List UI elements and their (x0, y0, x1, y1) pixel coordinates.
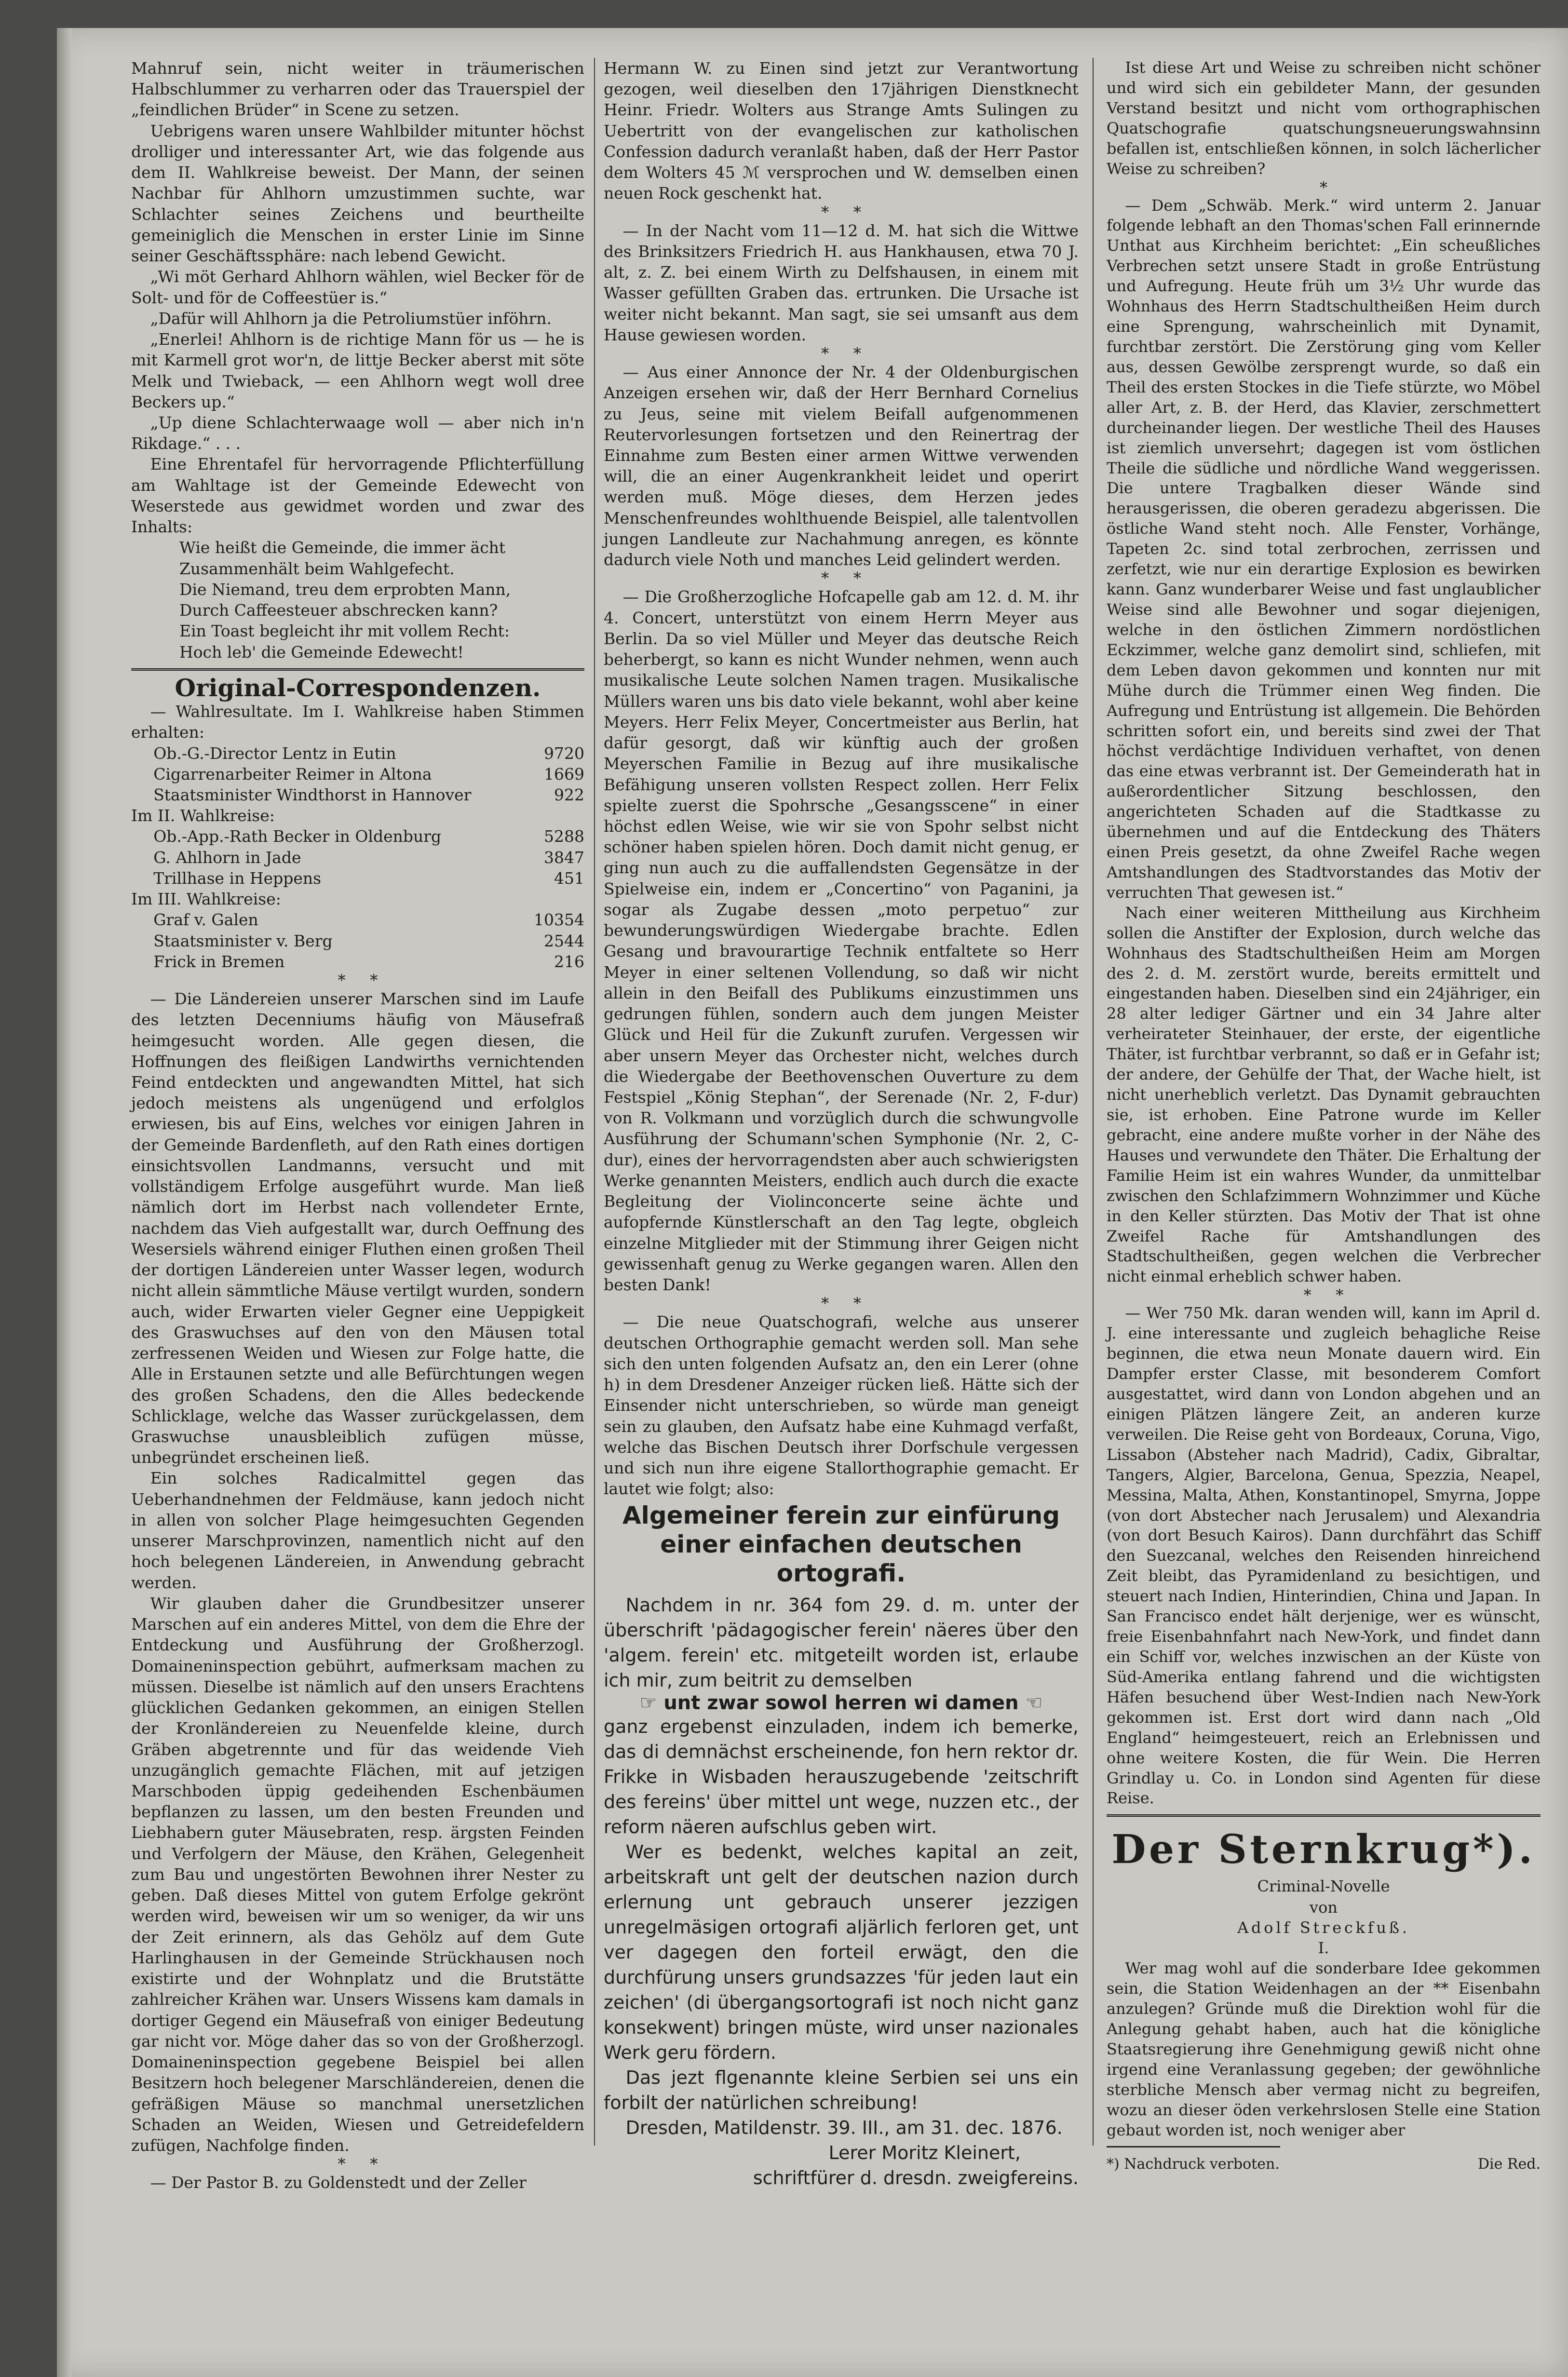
reform-ad-paragraph: Nachdem in nr. 364 fom 29. d. m. unter der überschrift 'pädagogischer ferein' näeres über den 'algem. ferein' etc. mitgeteilt worden ist, erlaube ich mir, zum beitrit zu demselben (604, 1594, 1079, 1691)
result-row: Ob.-G.-Director Lentz in Eutin 9720 (153, 743, 584, 763)
column-right (1107, 58, 1541, 2174)
story-author: Adolf Streckfuß. (1237, 1918, 1410, 1937)
article-maeusefrass: — Die Ländereien unserer Marschen sind im Laufe des letzten Decenniums häufig von Mäusefraß heimgesucht worden. Alle gegen diesen, die Hoffnungen des fleißigen Landwirths vernichtenden Feind entdeckten und angewandten Mittel, hat sich jedoch meistens als ungenügend und erfolglos erwiesen, bis auf Eins, welches vor einigen Jahren in der Gemeinde Bardenfleth, auf den Rath eines dortigen einsichtsvollen Landmanns, versucht und mit vollständigem Erfolge ausgeführt wurde. Man ließ nämlich dort im Herbst nach vollendeter Ernte, nachdem das Vieh aufgestallt war, durch Oeffnung des Wesersiels während einiger Fluthen einen großen Theil der dortigen Ländereien unter Wasser legen, wodurch nicht allein sämmtliche Mäuse vertilgt wurden, sondern auch, wider Erwarten vieler Gegner eine Ueppigkeit des Graswuchses auf den von den Mäusen total zerfressenen Weiden und Wiesen zur Folge hatte, die Alle in Erstaunen setzte und alle Befürchtungen wegen des großen Schadens, den die Alles bedeckende Schlicklage, welche das Wasser zurückgelassen, dem Graswuchse unausbleiblich zufügen müsse, unbegründet erscheinen ließ. (131, 989, 584, 1467)
separator-asterisk: * (1320, 178, 1327, 197)
footnote-rule (1107, 2146, 1280, 2147)
poem-line: Hoch leb' die Gemeinde Edewecht! (179, 642, 464, 662)
intro-paragraph-1: Mahnruf sein, nicht weiter in träumerischen Halbschlummer zu verharren oder das Trauerspiel der „feindlichen Brüder“ in Scene zu setzen. (131, 59, 584, 120)
dialogue-4: „Up diene Schlachterwaage woll — aber nich in'n Rikdage.“ . . . (131, 413, 584, 453)
result-row: Trillhase in Heppens 451 (153, 868, 584, 888)
article-conversion: Hermann W. zu Einen sind jetzt zur Verantwortung gezogen, weil dieselben den 17jährigen Dienstknecht Heinr. Friedr. Wolters aus Strange Amts Sulingen zu Uebertritt von der evangelischen zur katholischen Confession dadurch veranlaßt haben, daß der Herr Pastor dem Wolters 45 ℳ versprochen und W. demselben einen neuen Rock geschenkt hat. (604, 59, 1079, 203)
story-von: von (1310, 1898, 1338, 1917)
story-genre: Criminal-Novelle (1257, 1877, 1390, 1896)
result-row: Cigarrenarbeiter Reimer in Altona 1669 (153, 764, 584, 783)
poem-line: Durch Caffeesteuer abschrecken kann? (179, 601, 498, 620)
page-binding-edge (57, 28, 71, 2377)
column-middle (604, 58, 1079, 2190)
result-row: Staatsminister Windthorst in Hannover 922 (153, 785, 584, 804)
column-divider-2 (1093, 58, 1094, 2146)
article-paragraph: Wir glauben daher die Grundbesitzer unserer Marschen auf ein anderes Mittel, von dem die Ehre der Entdeckung und Ausführung der Großherzogl. Domaineninspection gebührt, aufmerksam machen zu müssen. Dieselbe ist nämlich auf den unsers Erachtens glücklichen Gedanken gekommen, an einigen Stellen der Kronländereien zu Neuenfelde kleine, durch Gräben abgetrennte und für das weidende Vieh unzugänglich gemachte Flächen, mit auf jetzigen Marschboden üppig gedeihenden Eschenbäumen bepflanzen zu lassen, um den besten Freunden und Liebhabern guter Mäusebraten, resp. ärgsten Feinden und Verfolgern der Mäuse, den Krähen, Gelegenheit zum Bau und ungestörten Bewohnen ihrer Nester zu geben. Daß dieses Mittel von gutem Erfolge gekrönt werden wird, beweisen wir um so weniger, da wir uns der Zeit erinnern, als das Gehölz auf dem Gute Harlinghausen in der Gemeinde Strückhausen noch existirte und der Wohnplatz und die Brutstätte zahlreicher Krähen war. Unsers Wissens kam damals in dortiger Gegend ein Mäusefraß von einiger Bedeutung gar nicht vor. Möge daher das so von der Großherzogl. Domaineninspection gegebene Beispiel bei allen Besitzern hoch belegener Marschländereien, denen die gefräßigen Mäuse so manchmal unersetzlichen Schaden an Weiden, Wiesen und Getreidefeldern zufügen, Nachfolge finden. (131, 1594, 584, 2155)
result-row: Ob.-App.-Rath Becker in Oldenburg 5288 (153, 827, 584, 846)
pointing-hand-icon: ☞ (639, 1692, 664, 1715)
separator-asterisk: * * (821, 569, 861, 588)
reform-ad-signature: schriftfürer d. dresdn. zweigfereins. (753, 2167, 1079, 2188)
column-divider-1 (594, 58, 595, 2146)
separator-asterisk: * * (338, 2155, 378, 2174)
separator-asterisk: * * (821, 344, 861, 363)
story-title: Der Sternkrug*). (1111, 1826, 1536, 1873)
district-header: Im II. Wahlkreise: (131, 806, 275, 825)
reform-ad-paragraph: ganz ergebenst einzuladen, indem ich bemerke, das di demnächst erscheinende, fon hern rektor dr. Frikke in Wisbaden herauszugebende 'zeitschrift des fereins' über mittel unt wege, nuzzen etc., der reform näeren aufschlus geben wirt. (604, 1715, 1079, 1837)
reform-ad-title: Algemeiner ferein zur einfürung einer einfachen deutschen ortografi. (622, 1501, 1060, 1588)
reform-ad-signature: Lerer Moritz Kleinert, (828, 2142, 1021, 2163)
pointing-hand-icon: ☜ (1018, 1692, 1043, 1715)
article-paragraph: Ein solches Radicalmittel gegen das Ueberhandnehmen der Feldmäuse, kann jedoch nicht in allen von solcher Plage heimgesuchten Gegenden unserer Marschprovinzen, namentlich nicht auf den hoch belegenen Ländereien, in Anwendung gebracht werden. (131, 1469, 584, 1592)
result-row: G. Ahlhorn in Jade 3847 (153, 848, 584, 867)
separator-asterisk: * * (821, 203, 861, 221)
separator-asterisk: * * (1303, 1286, 1344, 1305)
story-paragraph: Wer mag wohl auf die sonderbare Idee gekommen sein, die Station Weidenhagen an der ** Eisenbahn anzulegen? Gründe muß die Direktion wohl für die Anlegung gehabt haben, auch hat die königliche Staatsregierung ihre Genehmigung gewiß nicht ohne irgend eine Veranlassung gegeben; der gewöhnliche sterbliche Mensch aber vermag nicht zu begreifen, wozu an dieser öden verkehrslosen Stelle eine Station gebaut worden ist, noch weniger aber (1107, 1959, 1541, 2139)
footnote-editor: Die Red. (1477, 2156, 1541, 2173)
result-row: Graf v. Galen 10354 (153, 910, 584, 930)
separator-asterisk: * * (338, 971, 378, 990)
article-quatschografi: — Die neue Quatschografi, welche aus unserer deutschen Orthographie gemacht werden soll. Man sehe sich den unten folgenden Aufsatz an, den ein Lerer (ohne h) in dem Dresdener Anzeiger rücken ließ. Hätte sich der Einsender nicht unterschrieben, so würde man geneigt sein zu glauben, den Aufsatz habe eine Kuhmagd verfaßt, welche das Bischen Deutsch ihrer Dorfschule vergessen und sich nun ihre eigene Stallorthographie gemacht. Er lautet wie folgt; also: (604, 1312, 1079, 1499)
column-left (131, 58, 584, 2193)
article-reading: — Aus einer Annonce der Nr. 4 der Oldenburgischen Anzeigen ersehen wir, daß der Herr Bernhard Cornelius zu Jeus, seine mit vielem Beifall aufgenommenen Reutervorlesungen fortsetzen und den Reinertrag der Einnahme zum Besten einer armen Wittwe verwenden will, die an einer Augenkrankheit leidet und operirt werden muß. Möge dieses, dem Herzen jedes Menschenfreundes wohlthuende Beispiel, alle talentvollen jungen Landleute zur Nachahmung anregen, es könnte dadurch viele Noth und manches Leid gelindert werden. (604, 363, 1079, 569)
dialogue-1: „Wi möt Gerhard Ahlhorn wählen, wiel Becker för de Solt- und för de Coffeestüer is.“ (131, 267, 584, 307)
section-rule (1107, 1814, 1541, 1817)
article-hofcapelle: — Die Großherzogliche Hofcapelle gab am 12. d. M. ihr 4. Concert, unterstützt von einem Herrn Meyer aus Berlin. Da so viel Müller und Meyer das deutsche Reich beherbergt, so kann es nicht Wunder nehmen, wenn auch musikalische Leute solchen Namen tragen. Musikalische Müllers waren uns bis dato viele bekannt, wohl aber keine Meyers. Herr Felix Meyer, Concertmeister aus Berlin, hat dafür gesorgt, daß wir künftig auch der großen Meyerschen Familie in Bezug auf ihre musikalische Befähigung unseren vollsten Respect zollen. Herr Felix spielte zuerst die Spohrsche „Gesangsscene“ in einer höchst edlen Weise, wie wir sie von Spohr selbst nicht schöner haben spielen hören. Doch damit nicht genug, er ging nun auch zu die auffallendsten Gegensätze in der Spielweise ein, indem er „Concertino“ von Paganini, ja sogar als Zugabe dessen „moto perpetuo“ zur bewunderungswürdigen Wiedergabe brachte. Edlen Gesang und bravourartige Technik entfaltete so Herr Meyer in einer seltenen Vollendung, so daß wir nicht allein in den Beifall des Publikums einzustimmen uns gedrungen fühlen, sondern auch dem jungen Meister Glück und Heil für die Zukunft zurufen. Vergessen wir aber unsern Meyer das Orchester nicht, welches durch die Wiedergabe der Beethovenschen Ouverture zu dem Festspiel „König Stephan“, der Serenade (Nr. 2, F-dur) von R. Volkmann und vorzüglich durch die schwungvolle Ausführung der Schumann'schen Symphonie (Nr. 2, C-dur), eines der hervorragendsten aber auch schwierigsten Werke genannten Meisters, endlich auch durch die exacte Begleitung der Violinconcerte seine ächte und aufopfernde Künstlerschaft an den Tag legte, obgleich einzelne Mitglieder mit der Stimmung ihrer Geigen nicht gewissenhaft genug zu Werke gegangen waren. Allen den besten Dank! (604, 587, 1079, 1295)
reform-ad-paragraph: Wer es bedenkt, welches kapital an zeit, arbeitskraft unt gelt der deutschen nazion durch erlernung unt gebrauch unserer jezzigen unregelmäsigen ortografi aljärlich ferloren get, unt ver dagegen den forteil erwägt, den die durchfürung unsers grundsazzes 'für jeden laut ein zeichen' (di übergangsortografi ist noch nicht ganz konsekwent) bringen müste, wird unser nazionales Werk geru fördern. (604, 1841, 1079, 2063)
result-row: Frick in Bremen 216 (153, 952, 584, 971)
article-reise: — Wer 750 Mk. daran wenden will, kann im April d. J. eine interessante und zugleich behagliche Reise beginnen, die etwa neun Monate dauern wird. Ein Dampfer erster Classe, mit besonderem Comfort ausgestattet, wird dann von London abgehen und an einigen Plätzen längere Zeit, an anderen kurze verweilen. Die Reise geht von Bordeaux, Coruna, Vigo, Lissabon (Absteher nach Madrid), Cadix, Gibraltar, Tangers, Algier, Barcelona, Genua, Spezzia, Neapel, Messina, Malta, Athen, Konstantinopel, Smyrna, Joppe (von dort Abstecher nach Jerusalem) und Alexandria (von dort Besuch Kairos). Dann durchfährt das Schiff den Suezcanal, welches den Reisenden hinreichend Zeit bleibt, das Pyramidenland zu besichtigen, und steuert nach Indien, Hinterindien, China und Japan. In San Francisco endet hält derjenige, wer es wünscht, freie Eisenbahnfahrt nach New-York, und findet dann ein Schiff vor, welches inzwischen an der Küste von Süd-Amerika entlang fahrend und die wichtigsten Häfen besuchend über West-Indien nach New-York gekommen ist. Erst dort wird dann nach „Old England“ heimgesteuert, reich an Erlebnissen und ohne weitere Kosten, die für Wein. Die Herren Grindlay u. Co. in London sind Agenten für diese Reise. (1107, 1304, 1541, 1808)
article-drowning: — In der Nacht vom 11—12 d. M. hat sich die Wittwe des Brinksitzers Friedrich H. aus Hankhausen, etwa 70 J. alt, z. Z. bei einem Wirth zu Delfshausen, in einem mit Wasser gefüllten Graben das. ertrunken. Die Ursache ist weiter nicht bekannt. Man sagt, sie sei umsanft aus dem Hause gewiesen worden. (604, 221, 1079, 344)
poem-line: Die Niemand, treu dem erprobten Mann, (179, 580, 511, 599)
story-chapter: I. (1318, 1939, 1329, 1958)
reform-ad-callout: ☞ unt zwar sowol herren wi damen ☜ (639, 1692, 1043, 1715)
dialogue-3: „Enerlei! Ahlhorn is de richtige Mann för us — he is mit Karmell grot wor'n, de littje Becker aberst mit söte Melk und Twieback, — een Ahlhorn wegt woll dree Beckers up.“ (131, 330, 584, 411)
section-title: Original-Correspondenzen. (175, 673, 541, 702)
poem-line: Wie heißt die Gemeinde, die immer ächt (179, 538, 506, 557)
poem-line: Zusammenhält beim Wahlgefecht. (179, 559, 455, 578)
intro-paragraph-2: Uebrigens waren unsere Wahlbilder mitunter höchst drolliger und interessanter Art, wie das folgende aus dem II. Wahlkreise beweist. Der Mann, der seinen Nachbar für Ahlhorn umzustimmen suchte, war Schlachter seines Zeichens und beurtheilte gemeiniglich die Menschen in erster Linie im Sinne seiner Geschäftssphäre: nach lebend Gewicht. (131, 121, 584, 266)
poem (131, 537, 584, 662)
reform-ad-paragraph: Das jezt flgenannte kleine Serbien sei uns ein forbilt der natürlichen schreibung! (604, 2066, 1079, 2113)
article-kirchheim-followup: Nach einer weiteren Mittheilung aus Kirchheim sollen die Anstifter der Explosion, durch welche das Wohnhaus des Stadtschultheißen Heim am Morgen des 2. d. M. zerstört wurde, bereits ermittelt und eingestanden haben. Dieselben sind ein 24jähriger, ein 28 alter lediger Gärtner und ein 34 Jahre alter verheirateter Steinhauer, der erste, der eigentliche Thäter, ist furchtbar verbrannt, so daß er in Gefahr ist; der andere, der Gehülfe der That, der Wache hielt, ist nicht unerheblich verletzt. Das Dynamit gebrauchten sie, ist erhoben. Eine Patrone wurde im Keller gebracht, eine andere mußte vorher in der Nähe des Hauses und verwundete den Thäter. Die Erhaltung der Familie Heim ist ein wahres Wunder, da unmittelbar zwischen den Schlafzimmern Wohnzimmer und Küche in den Keller stürzten. Das Motiv der That ist ohne Zweifel Rache für Amtshandlungen des Stadtschultheißen, gegen welchen die Verbrecher nicht einmal erheblich schwer haben. (1107, 903, 1541, 1286)
footnote-text: *) Nachdruck verboten. (1107, 2156, 1280, 2173)
election-results (131, 743, 584, 972)
article-orthography-question: Ist diese Art und Weise zu schreiben nicht schöner und wird sich ein gebildeter Mann, der gesunden Verstand besitzt und nicht vom orthographischen Quatschografie quatschungsneuerungswahnsinn befallen ist, entschließen können, in solch lächerlicher Weise zu schreiben? (1107, 58, 1541, 178)
article-kirchheim: — Dem „Schwäb. Merk.“ wird unterm 2. Januar folgende lebhaft an den Thomas'schen Fall erinnernde Unthat aus Kirchheim berichtet: „Ein scheußliches Verbrechen setzt unsere Stadt in große Entrüstung und Aufregung. Heute früh um 3½ Uhr wurde das Wohnhaus des Herrn Stadtschultheißen Heim durch eine Sprengung, wahrscheinlich mit Dynamit, furchtbar zerstört. Die Zerstörung ging vom Keller aus, dessen Gewölbe zersprengt wurde, so daß ein Theil des ersten Stockes in die Tiefe stürzte, wo Möbel aller Art, z. B. der Herd, das Klavier, zerschmettert durcheinander liegen. Der westliche Theil des Hauses ist ziemlich unversehrt; dagegen ist vom östlichen Theile die südliche und nördliche Wand weggerissen. Die untere Tragbalken dieser Wände sind herausgerissen, die oberen geradezu abgerissen. Die östliche Wand steht noch. Alle Fenster, Vorhänge, Tapeten 2c. sind total zerbrochen, zerrissen und zerfetzt, wie nur ein derartige Explosion es bewirken kann. Ganz wunderbarer Weise und fast unglaublicher Weise sind alle Bewohner und sogar diejenigen, welche in den östlichen Zimmern nordöstlichen Eckzimmer, welche ganz demolirt sind, schliefen, mit dem Leben davon gekommen und konnten nur mit Mühe durch die Trümmer einen Weg finden. Die Aufregung und Entrüstung ist allgemein. Die Behörden schritten sofort ein, und bereits sind zwei der That höchst verdächtige Individuen verhaftet, von denen das eine etwas verbrannt ist. Der Gemeinderath hat in außerordentlicher Sitzung beschlossen, den angerichteten Schaden auf die Stadtkasse zu übernehmen und auf die Entdeckung des Thäters einen Preis gesetzt, da ohne Zweifel Rache wegen Amtshandlungen des Stadtvorstandes das Motiv der verruchten That gewesen ist.“ (1107, 196, 1541, 902)
poem-line: Ein Toast begleicht ihr mit vollem Recht: (179, 621, 510, 641)
ehrentafel-paragraph: Eine Ehrentafel für hervorragende Pflichterfüllung am Wahltage ist der Gemeinde Edewecht von Weserstede aus gewidmet worden und zwar des Inhalts: (131, 455, 584, 537)
dialogue-2: „Dafür will Ahlhorn ja die Petroliumstüer inföhrn. (150, 309, 552, 328)
result-row: Staatsminister v. Berg 2544 (153, 931, 584, 950)
wahl-heading: — Wahlresultate. Im I. Wahlkreise haben Stimmen erhalten: (131, 702, 584, 742)
reform-ad-place: Dresden, Matildenstr. 39. III., am 31. dec. 1876. (625, 2117, 1063, 2138)
district-header: Im III. Wahlkreise: (131, 890, 281, 909)
footnote (1107, 2154, 1541, 2174)
separator-asterisk: * * (821, 1294, 861, 1313)
section-rule (131, 668, 584, 671)
article-pastor: — Der Pastor B. zu Goldenstedt und der Zeller (150, 2173, 527, 2192)
